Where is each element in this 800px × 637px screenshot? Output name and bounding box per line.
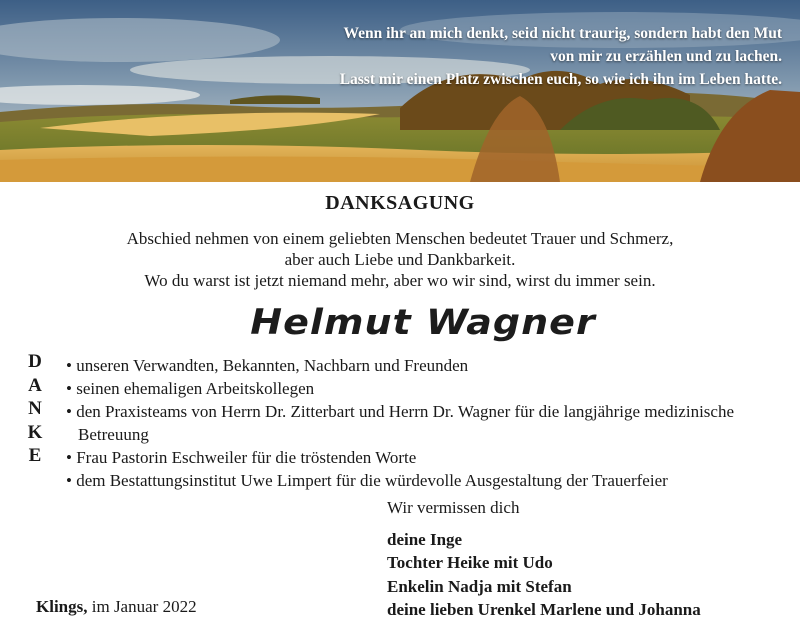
family-member: Tochter Heike mit Udo <box>387 553 553 573</box>
danke-letter: E <box>28 445 42 466</box>
list-item: • seinen ehemaligen Arbeitskollegen <box>66 377 786 400</box>
list-item: • den Praxisteams von Herrn Dr. Zitterbart und Herrn Dr. Wagner für die langjährige medizinische Betreuung <box>66 400 786 446</box>
place-date <box>36 597 197 617</box>
intro-text <box>0 228 800 291</box>
danke-vertical <box>26 350 44 468</box>
list-item: • unseren Verwandten, Bekannten, Nachbarn und Freunden <box>66 354 786 377</box>
danke-letter: A <box>28 374 42 396</box>
date-text: im Januar 2022 <box>91 597 197 616</box>
family-member: Enkelin Nadja mit Stefan <box>387 576 572 596</box>
header-quote <box>340 22 782 91</box>
miss-line: Wir vermissen dich <box>387 498 520 517</box>
danke-letter: D <box>28 351 42 372</box>
place-name: Klings, <box>36 597 88 616</box>
intro-line: Abschied nehmen von einem geliebten Menschen bedeutet Trauer und Schmerz, <box>126 229 674 248</box>
intro-line: Wo du warst ist jetzt niemand mehr, aber wo wir sind, wirst du immer sein. <box>144 271 656 290</box>
intro-line: aber auch Liebe und Dankbarkeit. <box>284 250 516 269</box>
header-landscape-photo <box>0 0 800 182</box>
danke-letter: K <box>27 421 43 443</box>
list-item: • dem Bestattungsinstitut Uwe Limpert für die würdevolle Ausgestaltung der Trauerfeier <box>66 469 786 492</box>
thanks-list <box>66 354 786 492</box>
family-member: deine lieben Urenkel Marlene und Johanna <box>387 599 701 619</box>
quote-line: von mir zu erzählen und zu lachen. <box>550 48 782 65</box>
quote-line: Wenn ihr an mich denkt, seid nicht traurig, sondern habt den Mut <box>343 25 782 42</box>
quote-line: Lasst mir einen Platz zwischen euch, so wie ich ihn im Leben hatte. <box>339 71 782 88</box>
family-signatures <box>387 528 701 621</box>
list-item: • Frau Pastorin Eschweiler für die tröstenden Worte <box>66 446 786 469</box>
danke-letter: N <box>28 398 42 419</box>
page-title: DANKSAGUNG <box>325 192 475 214</box>
family-member: deine Inge <box>387 530 463 549</box>
deceased-name: Helmut Wagner <box>250 301 596 343</box>
